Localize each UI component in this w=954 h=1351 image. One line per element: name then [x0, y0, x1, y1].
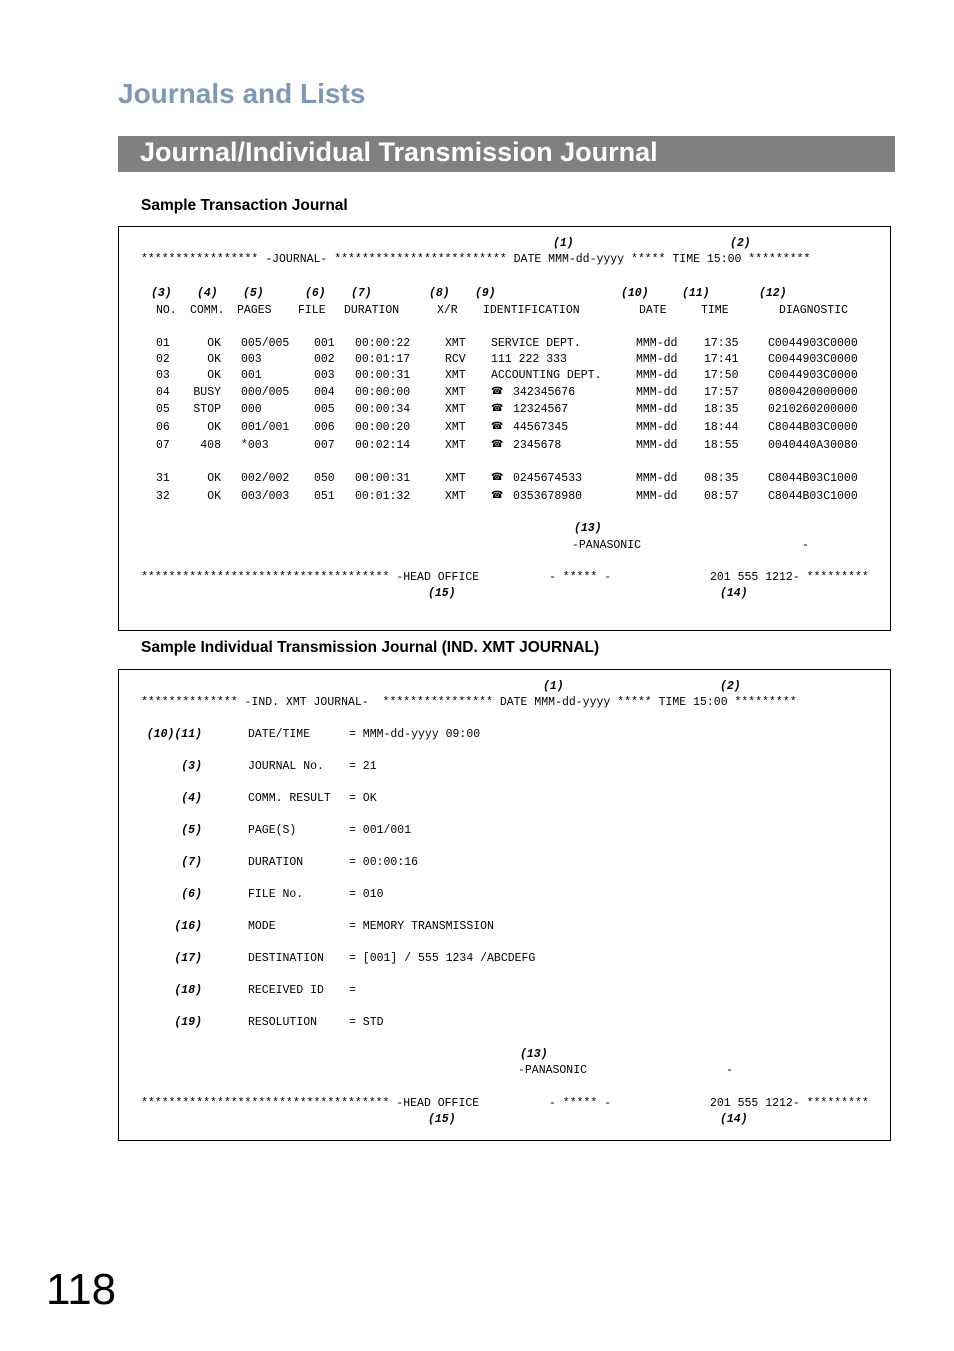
row-pages: 005/005: [241, 337, 290, 350]
row-duration: 00:00:00: [355, 386, 411, 399]
row-xr: XMT: [445, 337, 466, 350]
row-comm: OK: [207, 337, 221, 350]
phone-icon: ☎: [491, 490, 504, 501]
item-label: COMM. RESULT: [248, 792, 331, 805]
item-label: RESOLUTION: [248, 1016, 318, 1029]
row-diagnostic: 0040440A30080: [768, 439, 858, 452]
row-no: 31: [156, 472, 170, 485]
row-pages: *003: [241, 439, 269, 452]
row-xr: XMT: [445, 403, 466, 416]
item-ref: (16): [174, 920, 202, 933]
section-title: Journals and Lists: [118, 78, 366, 109]
column-ref: (8): [429, 287, 450, 300]
row-diagnostic: 0800420000000: [768, 386, 858, 399]
row-duration: 00:00:31: [355, 472, 411, 485]
column-ref: (12): [759, 287, 787, 300]
ind-ref-2: (2): [720, 680, 741, 693]
row-file: 051: [314, 490, 335, 503]
row-date: MMM-dd: [636, 386, 678, 399]
column-header: FILE: [298, 304, 326, 317]
row-pages: 002/002: [241, 472, 290, 485]
row-no: 01: [156, 337, 170, 350]
item-ref: (10)(11): [146, 728, 202, 741]
ind-ref-1: (1): [543, 680, 564, 693]
row-pages: 001/001: [241, 421, 290, 434]
row-no: 03: [156, 369, 170, 382]
row-diagnostic: C8044B03C1000: [768, 472, 858, 485]
item-value: = 010: [349, 888, 384, 901]
ind-header-line: ************** -IND. XMT JOURNAL- **************** DATE MMM-dd-yyyy ***** TIME 15:00 *********: [141, 696, 797, 709]
row-date: MMM-dd: [636, 353, 678, 366]
row-date: MMM-dd: [636, 403, 678, 416]
row-file: 002: [314, 353, 335, 366]
phone-icon: ☎: [491, 421, 504, 432]
title-bar: [118, 136, 895, 172]
ind-caption: Sample Individual Transmission Journal (IND. XMT JOURNAL): [141, 639, 600, 656]
item-value: = OK: [349, 792, 377, 805]
column-header: PAGES: [237, 304, 272, 317]
row-time: 18:35: [704, 403, 739, 416]
item-label: DATE/TIME: [248, 728, 311, 741]
row-comm: OK: [207, 490, 221, 503]
row-file: 007: [314, 439, 335, 452]
column-ref: (7): [351, 287, 372, 300]
row-time: 17:50: [704, 369, 739, 382]
journal-footer-left: ************************************ -HEAD OFFICE: [141, 571, 480, 584]
item-ref: (3): [181, 760, 202, 773]
row-identification: 111 222 333: [491, 353, 567, 366]
item-value: = MEMORY TRANSMISSION: [349, 920, 494, 933]
row-identification: 0245674533: [513, 472, 583, 485]
column-header: X/R: [437, 304, 458, 317]
journal-header-line: ***************** -JOURNAL- ************************* DATE MMM-dd-yyyy ***** TIME 15:00 *********: [141, 253, 811, 266]
row-duration: 00:00:22: [355, 337, 411, 350]
row-no: 05: [156, 403, 170, 416]
column-ref: (10): [621, 287, 649, 300]
row-time: 18:44: [704, 421, 739, 434]
row-diagnostic: 0210260200000: [768, 403, 858, 416]
item-label: MODE: [248, 920, 276, 933]
page-title: Journal/Individual Transmission Journal: [140, 137, 658, 167]
row-date: MMM-dd: [636, 490, 678, 503]
row-comm: OK: [207, 369, 221, 382]
row-file: 005: [314, 403, 335, 416]
station-name: -PANASONIC: [572, 539, 642, 552]
ref-1: (1): [553, 237, 574, 250]
phone-icon: ☎: [491, 403, 504, 414]
row-diagnostic: C8044B03C1000: [768, 490, 858, 503]
column-ref: (5): [243, 287, 264, 300]
item-label: DESTINATION: [248, 952, 324, 965]
row-no: 04: [156, 386, 170, 399]
row-time: 08:35: [704, 472, 739, 485]
phone-icon: ☎: [491, 472, 504, 483]
row-xr: XMT: [445, 421, 466, 434]
item-value: = 001/001: [349, 824, 412, 837]
row-time: 17:35: [704, 337, 739, 350]
row-comm: OK: [207, 353, 221, 366]
column-ref: (4): [197, 287, 218, 300]
column-ref: (6): [305, 287, 326, 300]
row-diagnostic: C0044903C0000: [768, 369, 858, 382]
column-header: NO.: [156, 304, 177, 317]
item-value: = 00:00:16: [349, 856, 419, 869]
row-xr: XMT: [445, 472, 466, 485]
item-ref: (19): [174, 1016, 202, 1029]
column-ref: (3): [151, 287, 172, 300]
item-ref: (7): [181, 856, 202, 869]
column-header: DIAGNOSTIC: [779, 304, 849, 317]
item-value: = [001] / 555 1234 /ABCDEFG: [349, 952, 536, 965]
row-identification: 44567345: [513, 421, 569, 434]
row-comm: OK: [207, 472, 221, 485]
ind-ref-15: (15): [428, 1113, 456, 1126]
column-ref: (11): [682, 287, 710, 300]
row-duration: 00:00:20: [355, 421, 411, 434]
row-xr: XMT: [445, 369, 466, 382]
ref-14: (14): [720, 587, 748, 600]
row-time: 08:57: [704, 490, 739, 503]
row-no: 02: [156, 353, 170, 366]
item-value: = STD: [349, 1016, 384, 1029]
ind-ref-14: (14): [720, 1113, 748, 1126]
item-label: JOURNAL No.: [248, 760, 324, 773]
row-pages: 003: [241, 353, 262, 366]
row-date: MMM-dd: [636, 369, 678, 382]
row-duration: 00:02:14: [355, 439, 411, 452]
row-no: 32: [156, 490, 170, 503]
column-header: DURATION: [344, 304, 400, 317]
row-pages: 001: [241, 369, 262, 382]
row-identification: 12324567: [513, 403, 569, 416]
row-date: MMM-dd: [636, 472, 678, 485]
row-identification: ACCOUNTING DEPT.: [491, 369, 602, 382]
item-label: RECEIVED ID: [248, 984, 324, 997]
column-header: IDENTIFICATION: [483, 304, 580, 317]
journal-footer-mid: - ***** -: [549, 571, 612, 584]
row-file: 006: [314, 421, 335, 434]
row-xr: XMT: [445, 386, 466, 399]
page-number: 118: [46, 1265, 117, 1314]
row-xr: XMT: [445, 490, 466, 503]
ref-15: (15): [428, 587, 456, 600]
row-date: MMM-dd: [636, 439, 678, 452]
row-date: MMM-dd: [636, 421, 678, 434]
item-ref: (18): [174, 984, 202, 997]
row-time: 18:55: [704, 439, 739, 452]
ref-13: (13): [574, 522, 602, 535]
item-label: PAGE(S): [248, 824, 297, 837]
row-comm: 408: [200, 439, 221, 452]
journal-footer-right: 201 555 1212- *********: [710, 571, 869, 584]
row-pages: 003/003: [241, 490, 290, 503]
ind-box: [118, 669, 891, 1141]
item-value: = 21: [349, 760, 377, 773]
row-xr: XMT: [445, 439, 466, 452]
row-duration: 00:01:32: [355, 490, 411, 503]
column-header: DATE: [639, 304, 667, 317]
row-pages: 000/005: [241, 386, 290, 399]
row-time: 17:57: [704, 386, 739, 399]
item-label: DURATION: [248, 856, 304, 869]
column-ref: (9): [475, 287, 496, 300]
row-time: 17:41: [704, 353, 739, 366]
item-ref: (17): [174, 952, 202, 965]
row-date: MMM-dd: [636, 337, 678, 350]
row-comm: STOP: [193, 403, 221, 416]
row-identification: 342345676: [513, 386, 576, 399]
phone-icon: ☎: [491, 439, 504, 450]
item-value: = MMM-dd-yyyy 09:00: [349, 728, 481, 741]
row-file: 003: [314, 369, 335, 382]
row-diagnostic: C0044903C0000: [768, 337, 858, 350]
row-duration: 00:00:34: [355, 403, 411, 416]
row-diagnostic: C0044903C0000: [768, 353, 858, 366]
ref-2: (2): [730, 237, 751, 250]
ind-station-name: -PANASONIC: [518, 1064, 588, 1077]
row-comm: BUSY: [193, 386, 221, 399]
ind-ref-13: (13): [520, 1048, 548, 1061]
row-file: 050: [314, 472, 335, 485]
row-duration: 00:00:31: [355, 369, 411, 382]
item-ref: (5): [181, 824, 202, 837]
station-dash: -: [802, 539, 809, 552]
ind-footer-left: ************************************ -HEAD OFFICE: [141, 1097, 480, 1110]
ind-footer-right: 201 555 1212- *********: [710, 1097, 869, 1110]
journal-caption: Sample Transaction Journal: [141, 197, 348, 214]
row-no: 07: [156, 439, 170, 452]
item-ref: (4): [181, 792, 202, 805]
row-file: 004: [314, 386, 335, 399]
row-comm: OK: [207, 421, 221, 434]
item-label: FILE No.: [248, 888, 304, 901]
row-duration: 00:01:17: [355, 353, 411, 366]
phone-icon: ☎: [491, 386, 504, 397]
item-value: =: [349, 984, 356, 997]
column-header: TIME: [701, 304, 729, 317]
column-header: COMM.: [190, 304, 225, 317]
row-diagnostic: C8044B03C0000: [768, 421, 858, 434]
row-identification: 0353678980: [513, 490, 583, 503]
ind-station-dash: -: [726, 1064, 733, 1077]
item-ref: (6): [181, 888, 202, 901]
row-file: 001: [314, 337, 335, 350]
row-pages: 000: [241, 403, 262, 416]
row-no: 06: [156, 421, 170, 434]
row-xr: RCV: [445, 353, 466, 366]
row-identification: SERVICE DEPT.: [491, 337, 581, 350]
ind-footer-mid: - ***** -: [549, 1097, 612, 1110]
row-identification: 2345678: [513, 439, 562, 452]
